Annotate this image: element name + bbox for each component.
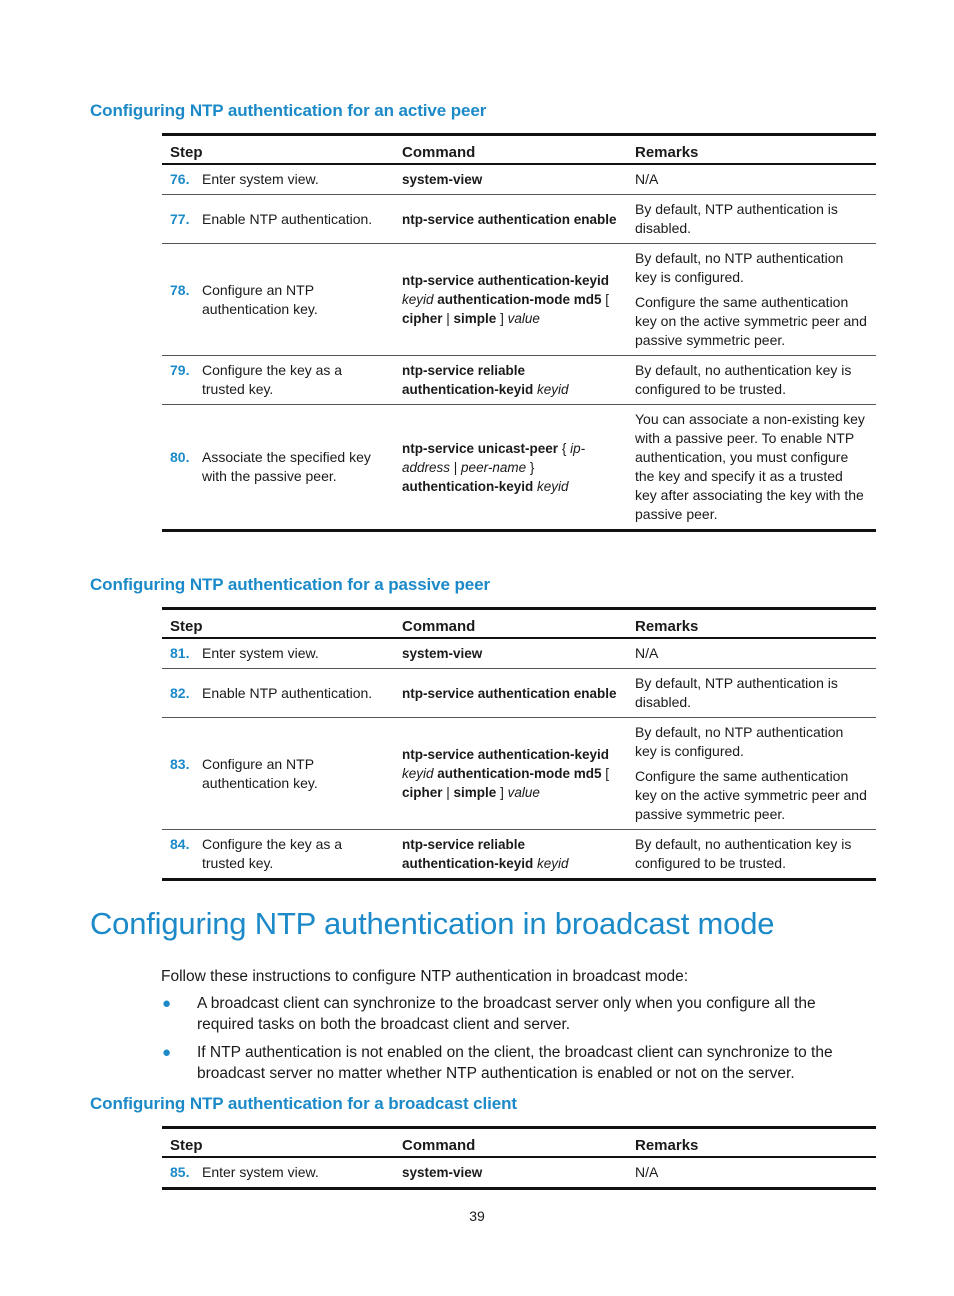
command-cell: ntp-service unicast-peer { ip-address | peer-name } authentication-keyid keyid: [394, 405, 627, 531]
bullet-icon: ●: [162, 995, 172, 1012]
column-header: Command: [394, 609, 627, 639]
step-cell: [162, 356, 394, 405]
command-cell: ntp-service authentication enable: [394, 195, 627, 244]
column-header: Step: [162, 609, 394, 639]
step-cell: [162, 1157, 394, 1189]
column-header: Step: [162, 135, 394, 165]
remark-text: N/A: [635, 171, 659, 187]
remark-text: By default, no NTP authentication key is configured.: [635, 250, 844, 285]
table-active-peer: [162, 133, 876, 532]
list-item: [161, 993, 866, 1035]
remark-text: Configure the same authentication key on the active symmetric peer and passive symmetric peer.: [635, 768, 867, 822]
step-number: 80.: [170, 449, 190, 465]
remark-text: Configure the same authentication key on the active symmetric peer and passive symmetric peer.: [635, 294, 867, 348]
table-row: [162, 164, 876, 195]
intro-paragraph: Follow these instructions to configure NTP authentication in broadcast mode:: [161, 968, 688, 985]
command-cell: ntp-service reliable authentication-keyid keyid: [394, 356, 627, 405]
column-header: Command: [394, 135, 627, 165]
step-text: Enable NTP authentication.: [202, 210, 373, 227]
remarks-cell: [627, 356, 876, 405]
step-text: Configure an NTP authentication key.: [202, 281, 318, 317]
remark-text: By default, NTP authentication is disabled.: [635, 675, 838, 710]
step-cell: [162, 244, 394, 356]
remarks-cell: [627, 669, 876, 718]
table-row: [162, 1157, 876, 1189]
remarks-cell: [627, 638, 876, 669]
command-cell: ntp-service authentication-keyid keyid authentication-mode md5 [ cipher | simple ] value: [394, 718, 627, 830]
command-cell: ntp-service authentication-keyid keyid authentication-mode md5 [ cipher | simple ] value: [394, 244, 627, 356]
bullet-icon: ●: [162, 1044, 172, 1061]
step-text: Associate the specified key with the passive peer.: [202, 449, 371, 484]
step-text: Enable NTP authentication.: [202, 684, 373, 701]
remark-text: N/A: [635, 1164, 659, 1180]
page-number: 39: [469, 1208, 485, 1224]
bullet-list: [161, 993, 866, 1091]
step-number: 81.: [170, 645, 190, 661]
remark-text: By default, no NTP authentication key is configured.: [635, 724, 844, 759]
step-cell: [162, 669, 394, 718]
remarks-cell: [627, 830, 876, 880]
step-cell: [162, 405, 394, 531]
step-text: Configure an NTP authentication key.: [202, 755, 318, 791]
table-row: [162, 405, 876, 531]
remark-text: By default, no authentication key is configured to be trusted.: [635, 362, 852, 397]
bullet-text: If NTP authentication is not enabled on the client, the broadcast client can synchronize to the broadcast server no matter whether NTP authentication is enabled or not on the server.: [197, 1044, 833, 1082]
step-number: 77.: [170, 210, 190, 227]
step-text: Enter system view.: [202, 645, 319, 661]
step-cell: [162, 638, 394, 669]
step-cell: [162, 195, 394, 244]
table-passive-peer: [162, 607, 876, 881]
step-number: 79.: [170, 362, 190, 378]
table-broadcast-client: [162, 1126, 876, 1190]
remarks-cell: [627, 718, 876, 830]
heading-active-peer: Configuring NTP authentication for an active peer: [90, 101, 487, 120]
page-title: Configuring NTP authentication in broadcast mode: [90, 906, 775, 941]
column-header: Command: [394, 1128, 627, 1158]
command-cell: ntp-service authentication enable: [394, 669, 627, 718]
remark-text: You can associate a non-existing key with a passive peer. To enable NTP authentication, you must configure the key and specify it as a trusted key after associating the key with the passive peer.: [635, 411, 865, 522]
step-cell: [162, 164, 394, 195]
table-row: [162, 244, 876, 356]
heading-broadcast-client: Configuring NTP authentication for a broadcast client: [90, 1094, 517, 1113]
step-number: 82.: [170, 684, 190, 701]
remark-text: N/A: [635, 645, 659, 661]
table-row: [162, 669, 876, 718]
bullet-text: A broadcast client can synchronize to the broadcast server only when you configure all the required tasks on both the broadcast client and server.: [197, 995, 816, 1033]
remarks-cell: [627, 1157, 876, 1189]
step-number: 78.: [170, 281, 190, 298]
step-text: Enter system view.: [202, 1164, 319, 1180]
command-cell: system-view: [394, 638, 627, 669]
step-number: 84.: [170, 836, 190, 852]
list-item: [161, 1042, 866, 1084]
column-header: Remarks: [627, 1128, 876, 1158]
table-row: [162, 356, 876, 405]
remarks-cell: [627, 195, 876, 244]
command-cell: system-view: [394, 164, 627, 195]
step-number: 85.: [170, 1164, 190, 1180]
table-row: [162, 195, 876, 244]
table-row: [162, 718, 876, 830]
step-text: Configure the key as a trusted key.: [202, 362, 343, 397]
step-number: 76.: [170, 171, 190, 187]
column-header: Remarks: [627, 135, 876, 165]
remarks-cell: [627, 244, 876, 356]
step-cell: [162, 718, 394, 830]
table-row: [162, 830, 876, 880]
remark-text: By default, NTP authentication is disabled.: [635, 201, 838, 236]
remarks-cell: [627, 405, 876, 531]
command-cell: ntp-service reliable authentication-keyid keyid: [394, 830, 627, 880]
step-text: Enter system view.: [202, 171, 319, 187]
column-header: Remarks: [627, 609, 876, 639]
table-header-row: [162, 609, 876, 639]
step-cell: [162, 830, 394, 880]
remark-text: By default, no authentication key is configured to be trusted.: [635, 836, 852, 871]
table-header-row: [162, 135, 876, 165]
table-header-row: [162, 1128, 876, 1158]
remarks-cell: [627, 164, 876, 195]
column-header: Step: [162, 1128, 394, 1158]
heading-passive-peer: Configuring NTP authentication for a passive peer: [90, 575, 491, 594]
step-number: 83.: [170, 755, 190, 772]
step-text: Configure the key as a trusted key.: [202, 836, 343, 871]
command-cell: system-view: [394, 1157, 627, 1189]
table-row: [162, 638, 876, 669]
